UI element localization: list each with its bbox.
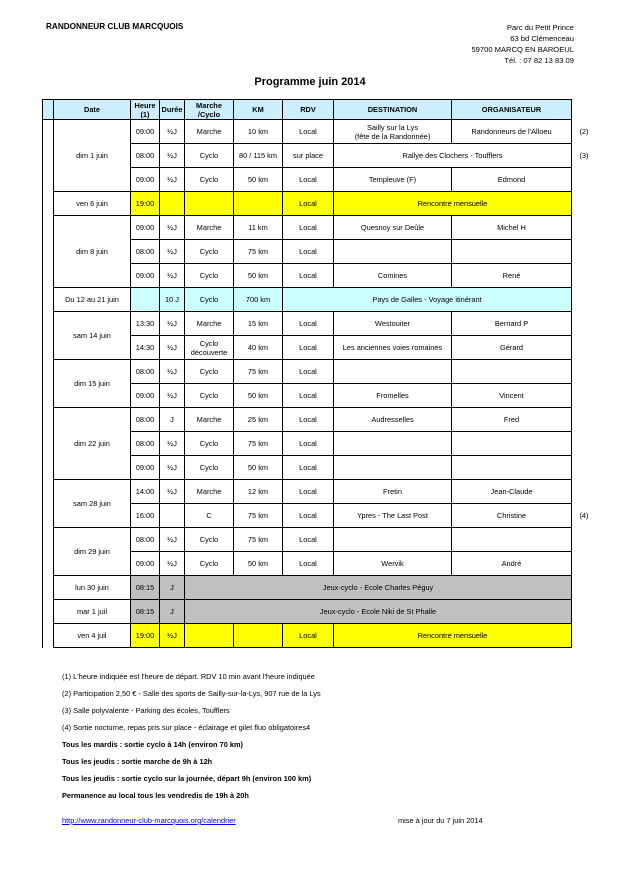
col-header-duree: Durée <box>160 100 185 120</box>
weekly-activity: Tous les mardis : sortie cyclo à 14h (environ 70 km) <box>62 740 243 749</box>
cell-type: Cyclo <box>185 144 234 168</box>
cell-duree: ½J <box>160 312 185 336</box>
cell-activity: Jeux-cyclo - Ecole Niki de St Phalle <box>185 600 572 624</box>
cell-km: 75 km <box>234 504 283 528</box>
cell-note <box>572 600 597 624</box>
cell-destination: Audresselles <box>334 408 452 432</box>
cell-heure: 09:00 <box>131 216 160 240</box>
cell-organisateur: René <box>452 264 572 288</box>
cell-km: 15 km <box>234 312 283 336</box>
cell-duree: J <box>160 600 185 624</box>
cell-organisateur: Fred <box>452 408 572 432</box>
cell-km: 80 / 115 km <box>234 144 283 168</box>
row-gap <box>43 552 54 576</box>
header-gap <box>43 100 54 120</box>
cell-type: Cyclo découverte <box>185 336 234 360</box>
cell-organisateur: Vincent <box>452 384 572 408</box>
cell-note <box>572 168 597 192</box>
cell-heure: 09:00 <box>131 384 160 408</box>
address-phone: Tél. : 07 82 13 83 09 <box>504 56 574 65</box>
cell-destination: Fretin <box>334 480 452 504</box>
table-row <box>43 192 597 216</box>
cell-organisateur: Bernard P <box>452 312 572 336</box>
cell-km: 75 km <box>234 528 283 552</box>
cell-date: mar 1 juil <box>54 600 131 624</box>
cell-organisateur: Gérard <box>452 336 572 360</box>
cell-rdv: Local <box>283 552 334 576</box>
cell-organisateur: Christine <box>452 504 572 528</box>
row-gap <box>43 216 54 240</box>
cell-note <box>572 576 597 600</box>
row-gap <box>43 624 54 648</box>
cell-heure: 13:30 <box>131 312 160 336</box>
cell-organisateur: Edmond <box>452 168 572 192</box>
cell-destination: Fromelles <box>334 384 452 408</box>
cell-destination: Rencontre mensuelle <box>334 624 572 648</box>
cell-heure: 08:15 <box>131 576 160 600</box>
row-gap <box>43 336 54 360</box>
cell-destination: Rencontre mensuelle <box>334 192 572 216</box>
col-header-heure: Heure (1) <box>131 100 160 120</box>
table-row <box>43 576 597 600</box>
cell-note <box>572 288 597 312</box>
table-row <box>43 408 597 432</box>
cell-km <box>234 624 283 648</box>
cell-rdv: Local <box>283 624 334 648</box>
row-gap <box>43 600 54 624</box>
row-gap <box>43 432 54 456</box>
cell-destination: Pays de Galles - Voyage itinérant <box>283 288 572 312</box>
cell-date: ven 6 juin <box>54 192 131 216</box>
cell-rdv: Local <box>283 456 334 480</box>
cell-note <box>572 456 597 480</box>
cell-note: (3) <box>572 144 597 168</box>
cell-rdv: Local <box>283 360 334 384</box>
club-name: RANDONNEUR CLUB MARCQUOIS <box>46 22 184 31</box>
table-row <box>43 480 597 504</box>
row-gap <box>43 192 54 216</box>
cell-note <box>572 384 597 408</box>
cell-rdv: Local <box>283 216 334 240</box>
cell-destination: Comines <box>334 264 452 288</box>
cell-km: 50 km <box>234 384 283 408</box>
table-row <box>43 624 597 648</box>
cell-note <box>572 216 597 240</box>
cell-type: Cyclo <box>185 264 234 288</box>
cell-heure: 19:00 <box>131 192 160 216</box>
table-row <box>43 120 597 144</box>
cell-km: 75 km <box>234 360 283 384</box>
cell-heure: 08:00 <box>131 408 160 432</box>
club-address <box>471 22 574 66</box>
table-row <box>43 528 597 552</box>
weekly-activity: Permanence au local tous les vendredis de 19h à 20h <box>62 791 249 800</box>
cell-destination: Ypres - The Last Post <box>334 504 452 528</box>
cell-organisateur: André <box>452 552 572 576</box>
cell-note <box>572 408 597 432</box>
cell-duree: ½J <box>160 384 185 408</box>
row-gap <box>43 528 54 552</box>
table-header-row <box>43 100 597 120</box>
cell-type: Cyclo <box>185 432 234 456</box>
cell-duree: ½J <box>160 216 185 240</box>
cell-rdv: sur place <box>283 144 334 168</box>
cell-heure: 09:00 <box>131 120 160 144</box>
cell-date: ven 4 juil <box>54 624 131 648</box>
cell-destination: Wervik <box>334 552 452 576</box>
cell-km: 50 km <box>234 264 283 288</box>
cell-duree: ½J <box>160 360 185 384</box>
row-gap <box>43 480 54 504</box>
cell-type: Cyclo <box>185 240 234 264</box>
cell-duree: ½J <box>160 480 185 504</box>
cell-destination: Les anciennes voies romaines <box>334 336 452 360</box>
cell-date: dim 15 juin <box>54 360 131 408</box>
cell-date: dim 22 juin <box>54 408 131 480</box>
cell-rdv: Local <box>283 240 334 264</box>
cell-duree: ½J <box>160 240 185 264</box>
table-row <box>43 600 597 624</box>
cell-date: dim 8 juin <box>54 216 131 288</box>
cell-heure: 08:00 <box>131 528 160 552</box>
cell-destination <box>334 240 452 264</box>
cell-heure: 08:00 <box>131 432 160 456</box>
page-title: Programme juin 2014 <box>254 76 366 88</box>
cell-type: C <box>185 504 234 528</box>
cell-duree: ½J <box>160 432 185 456</box>
cell-rdv: Local <box>283 312 334 336</box>
cell-type: Marche <box>185 216 234 240</box>
cell-heure: 08:00 <box>131 240 160 264</box>
col-header-destination: DESTINATION <box>334 100 452 120</box>
col-header-note <box>572 100 597 120</box>
cell-heure: 14:00 <box>131 480 160 504</box>
cell-organisateur <box>452 528 572 552</box>
cell-note <box>572 312 597 336</box>
row-gap <box>43 168 54 192</box>
cell-type: Cyclo <box>185 288 234 312</box>
address-line: Parc du Petit Prince <box>506 23 574 32</box>
cell-note <box>572 336 597 360</box>
cell-rdv: Local <box>283 528 334 552</box>
cell-organisateur: Michel H <box>452 216 572 240</box>
cell-heure: 09:00 <box>131 168 160 192</box>
cell-note <box>572 192 597 216</box>
cell-destination: Quesnoy sur Deûle <box>334 216 452 240</box>
cell-duree: ½J <box>160 120 185 144</box>
cell-organisateur <box>452 360 572 384</box>
weekly-activity: Tous les jeudis : sortie cyclo sur la journée, départ 9h (environ 100 km) <box>62 774 312 783</box>
address-line: 63 bd Clémenceau <box>510 34 574 43</box>
cell-km: 50 km <box>234 552 283 576</box>
cell-heure: 09:00 <box>131 552 160 576</box>
cell-rdv: Local <box>283 384 334 408</box>
cell-heure: 19:00 <box>131 624 160 648</box>
cell-duree: ½J <box>160 168 185 192</box>
cell-date: sam 28 juin <box>54 480 131 528</box>
cell-duree <box>160 504 185 528</box>
programme-table <box>42 99 597 648</box>
row-gap <box>43 408 54 432</box>
row-gap <box>43 120 54 144</box>
cell-km <box>234 192 283 216</box>
cell-note <box>572 264 597 288</box>
cell-type <box>185 192 234 216</box>
cell-date: dim 1 juin <box>54 120 131 192</box>
weekly-activity: Tous les jeudis : sortie marche de 9h à 12h <box>62 757 213 766</box>
cell-type: Cyclo <box>185 456 234 480</box>
calendar-link[interactable]: http://www.randonneur-club-marcquois.org/calendrier <box>62 816 236 825</box>
cell-date: dim 29 juin <box>54 528 131 576</box>
footnote: (2) Participation 2,50 € - Salle des sports de Sailly-sur-la-Lys, 907 rue de la Lys <box>62 689 321 698</box>
cell-km: 75 km <box>234 240 283 264</box>
cell-duree <box>160 192 185 216</box>
cell-duree: J <box>160 576 185 600</box>
cell-heure: 08:00 <box>131 144 160 168</box>
cell-destination <box>334 432 452 456</box>
cell-rdv: Local <box>283 264 334 288</box>
cell-rdv: Local <box>283 408 334 432</box>
row-gap <box>43 312 54 336</box>
cell-note: (2) <box>572 120 597 144</box>
cell-heure <box>131 288 160 312</box>
footnote: (4) Sortie nocturne, repas pris sur place - éclairage et gilet fluo obligatoires4 <box>62 723 311 732</box>
cell-km: 50 km <box>234 456 283 480</box>
row-gap <box>43 264 54 288</box>
cell-rdv: Local <box>283 336 334 360</box>
cell-organisateur <box>452 432 572 456</box>
col-header-organisateur: ORGANISATEUR <box>452 100 572 120</box>
cell-type: Marche <box>185 312 234 336</box>
address-line: 59700 MARCQ EN BAROEUL <box>471 45 574 54</box>
cell-type <box>185 624 234 648</box>
footnote: (3) Salle polyvalente - Parking des écoles, Toufflers <box>62 706 230 715</box>
cell-rdv: Local <box>283 504 334 528</box>
row-gap <box>43 456 54 480</box>
cell-type: Cyclo <box>185 528 234 552</box>
cell-heure: 08:00 <box>131 360 160 384</box>
cell-note <box>572 240 597 264</box>
cell-duree: ½J <box>160 264 185 288</box>
cell-km: 11 km <box>234 216 283 240</box>
cell-duree: 10 J <box>160 288 185 312</box>
cell-km: 25 km <box>234 408 283 432</box>
cell-heure: 16:00 <box>131 504 160 528</box>
cell-destination <box>334 528 452 552</box>
cell-duree: ½J <box>160 456 185 480</box>
cell-organisateur <box>452 456 572 480</box>
cell-note <box>572 360 597 384</box>
cell-type: Cyclo <box>185 360 234 384</box>
cell-destination <box>334 360 452 384</box>
cell-note <box>572 624 597 648</box>
cell-km: 40 km <box>234 336 283 360</box>
row-gap <box>43 576 54 600</box>
cell-km: 12 km <box>234 480 283 504</box>
cell-rdv: Local <box>283 168 334 192</box>
cell-heure: 09:00 <box>131 456 160 480</box>
col-header-date: Date <box>54 100 131 120</box>
cell-note <box>572 480 597 504</box>
cell-rdv: Local <box>283 120 334 144</box>
cell-organisateur: Jean-Claude <box>452 480 572 504</box>
cell-note: (4) <box>572 504 597 528</box>
cell-type: Marche <box>185 408 234 432</box>
cell-destination: Templeuve (F) <box>334 168 452 192</box>
row-gap <box>43 144 54 168</box>
cell-duree: ½J <box>160 528 185 552</box>
cell-duree: ½J <box>160 144 185 168</box>
row-gap <box>43 360 54 384</box>
table-row <box>43 288 597 312</box>
cell-type: Marche <box>185 120 234 144</box>
row-gap <box>43 384 54 408</box>
cell-date: sam 14 juin <box>54 312 131 360</box>
cell-heure: 14:30 <box>131 336 160 360</box>
cell-duree: ½J <box>160 552 185 576</box>
col-header-type: Marche /Cyclo <box>185 100 234 120</box>
row-gap <box>43 288 54 312</box>
cell-rdv: Local <box>283 480 334 504</box>
cell-destination: Rallye des Clochers - Toufflers <box>334 144 572 168</box>
cell-destination: Westouiter <box>334 312 452 336</box>
footnotes <box>62 672 321 808</box>
footnote: (1) L'heure indiquée est l'heure de départ. RDV 10 min avant l'heure indiquée <box>62 672 315 681</box>
cell-type: Marche <box>185 480 234 504</box>
table-row <box>43 360 597 384</box>
cell-note <box>572 432 597 456</box>
cell-km: 10 km <box>234 120 283 144</box>
cell-organisateur: Randonneurs de l'Alloeu <box>452 120 572 144</box>
update-date: mise à jour du 7 juin 2014 <box>398 816 483 825</box>
cell-activity: Jeux-cyclo - Ecole Charles Péguy <box>185 576 572 600</box>
row-gap <box>43 240 54 264</box>
cell-organisateur <box>452 240 572 264</box>
cell-date: lun 30 juin <box>54 576 131 600</box>
cell-note <box>572 528 597 552</box>
cell-note <box>572 552 597 576</box>
cell-duree: ½J <box>160 336 185 360</box>
cell-type: Cyclo <box>185 384 234 408</box>
cell-heure: 08:15 <box>131 600 160 624</box>
cell-rdv: Local <box>283 192 334 216</box>
cell-destination <box>334 456 452 480</box>
table-row <box>43 216 597 240</box>
cell-destination: Sailly sur la Lys (fête de la Randonnée) <box>334 120 452 144</box>
cell-km: 75 km <box>234 432 283 456</box>
cell-km: 700 km <box>234 288 283 312</box>
cell-km: 50 km <box>234 168 283 192</box>
cell-heure: 09:00 <box>131 264 160 288</box>
cell-date: Du 12 au 21 juin <box>54 288 131 312</box>
row-gap <box>43 504 54 528</box>
cell-duree: ½J <box>160 624 185 648</box>
cell-type: Cyclo <box>185 168 234 192</box>
cell-type: Cyclo <box>185 552 234 576</box>
col-header-km: KM <box>234 100 283 120</box>
cell-duree: J <box>160 408 185 432</box>
cell-rdv: Local <box>283 432 334 456</box>
table-row <box>43 312 597 336</box>
col-header-rdv: RDV <box>283 100 334 120</box>
